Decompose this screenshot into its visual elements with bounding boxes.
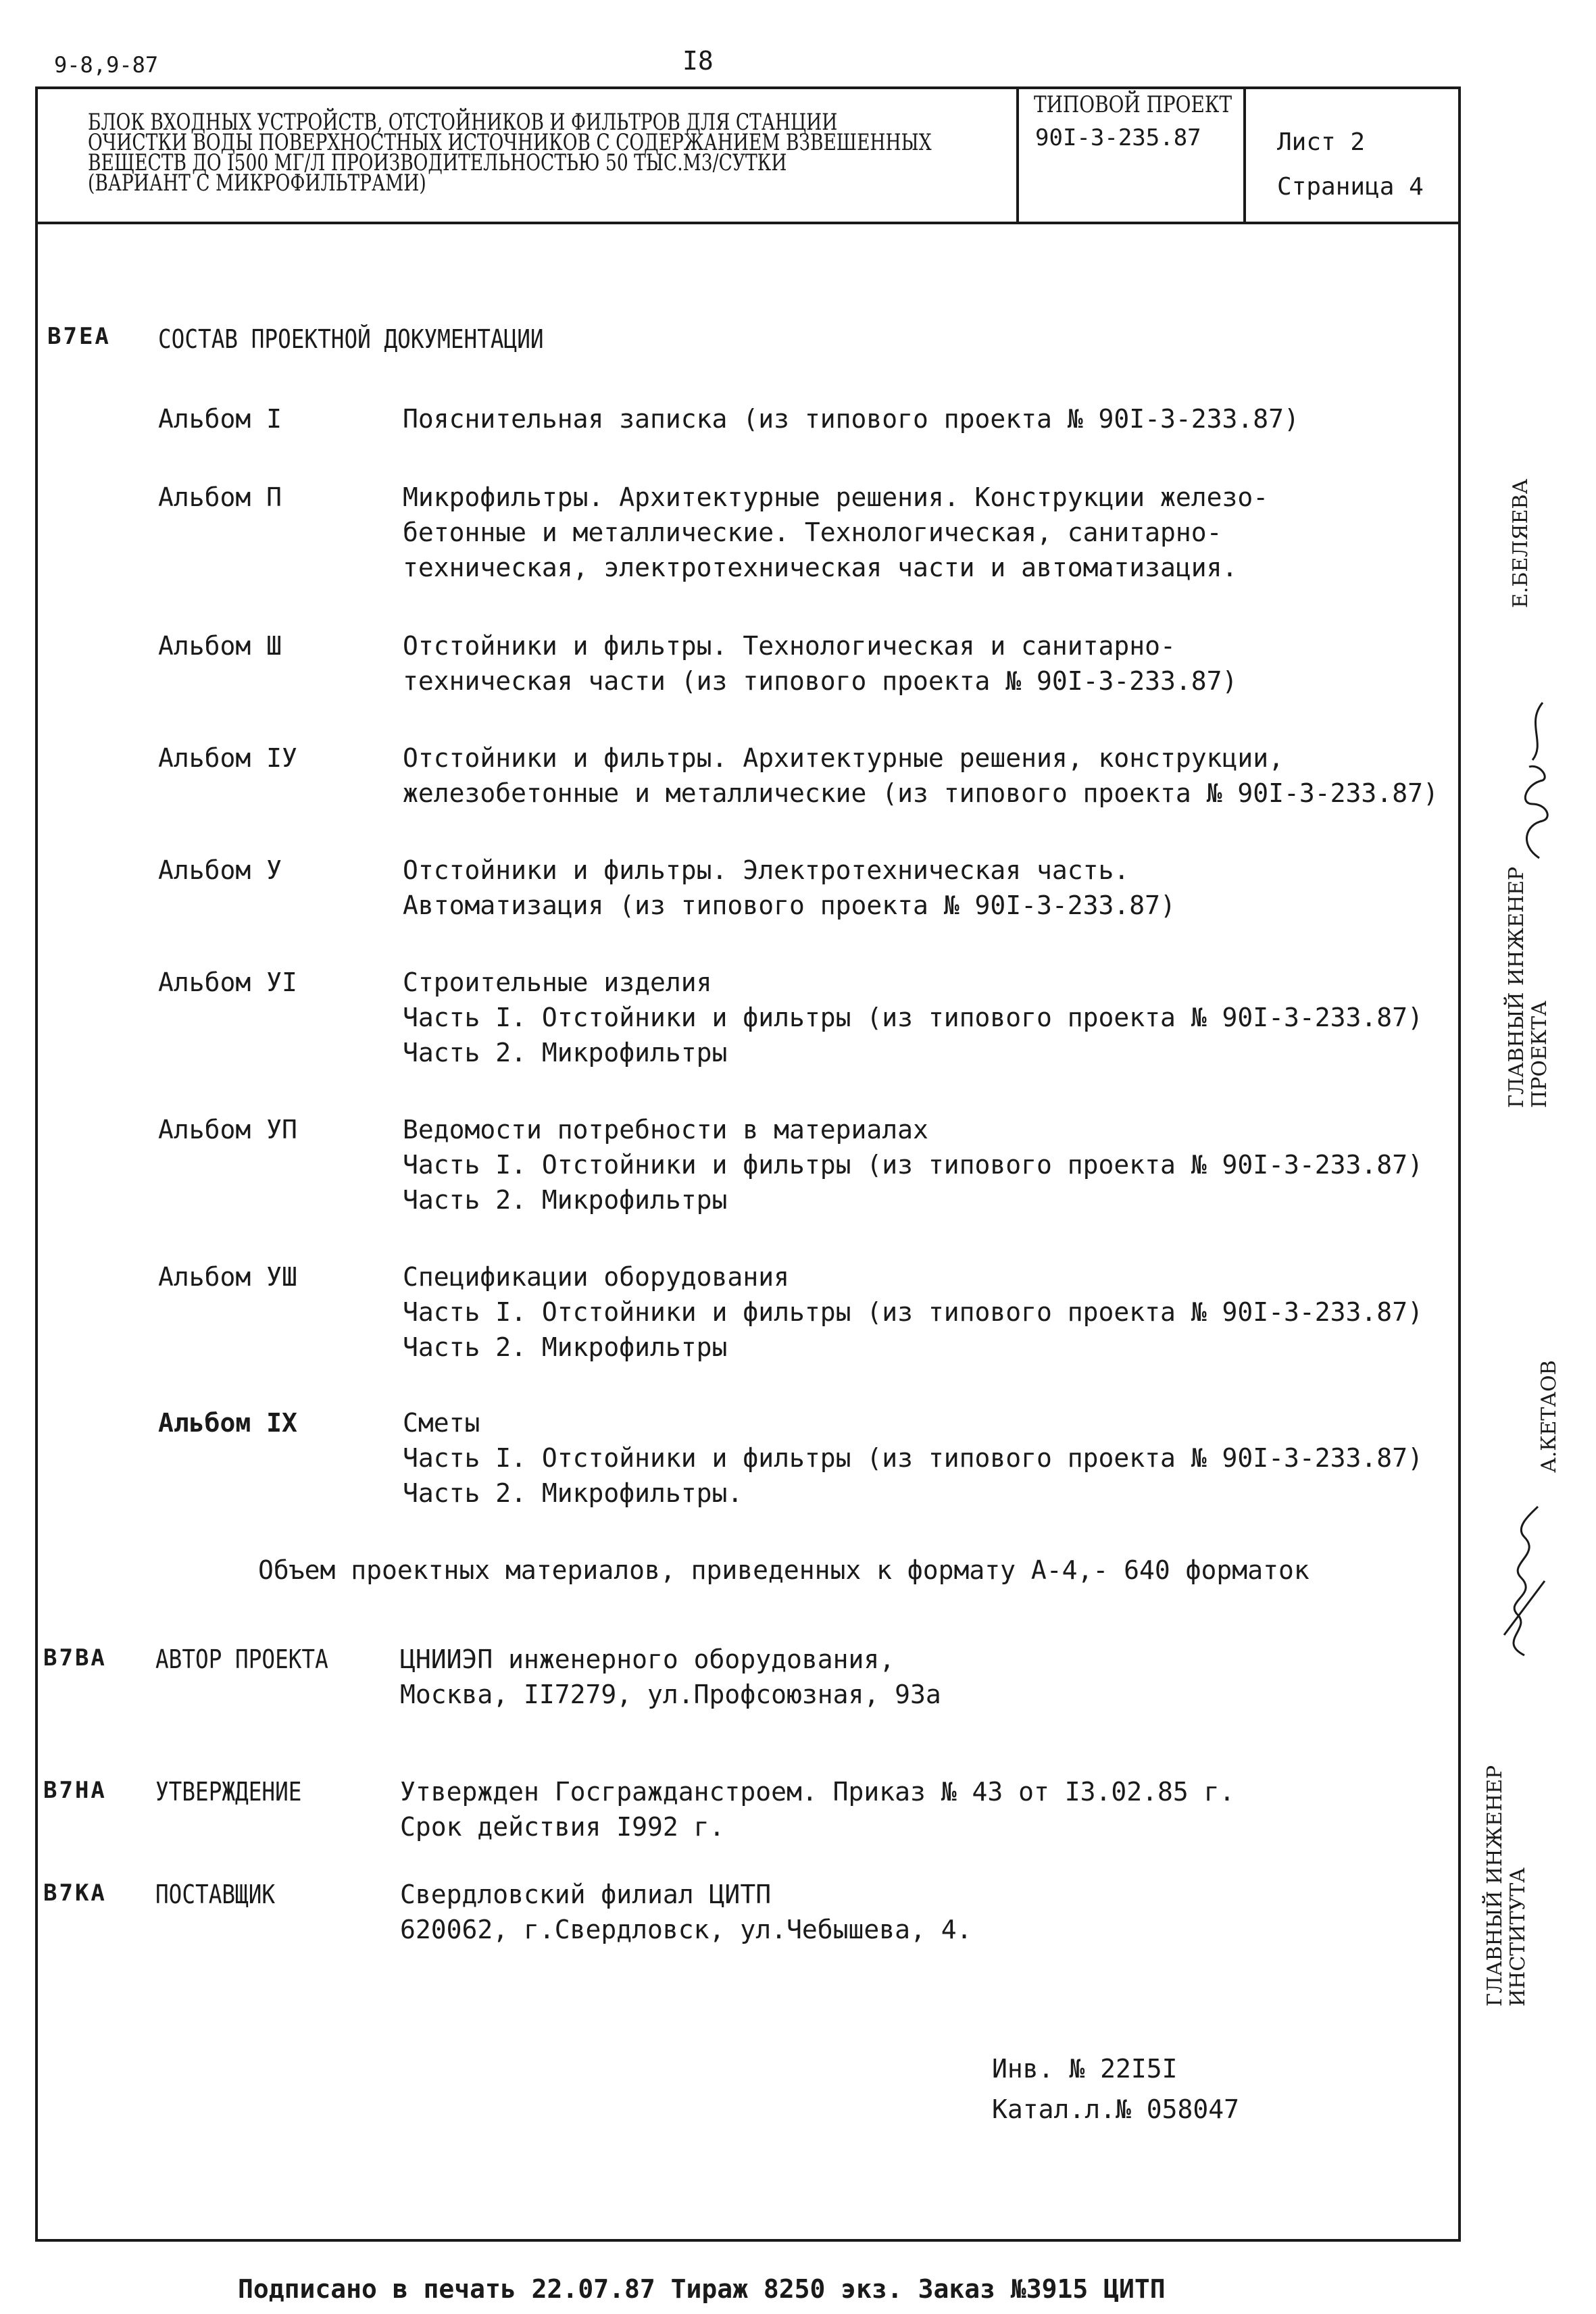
author-details: ЦНИИЭП инженерного оборудования, Москва, II7279, ул.Профсоюзная, 93а <box>400 1644 941 1709</box>
side-name-1: Е.БЕЛЯЕВА <box>1509 478 1532 608</box>
document-code: 9-8,9-87 <box>54 52 159 78</box>
section-code: В7ЕА <box>47 323 111 350</box>
album-description: Отстойники и фильтры. Архитектурные решения, конструкции, железобетонные и металлические (из типового проекта № 90I-3-233.87) <box>403 743 1439 808</box>
volume-note: Объем проектных материалов, приведенных к формату А-4,- 640 форматок <box>258 1555 1310 1585</box>
album-description: Спецификации оборудования Часть I. Отстойники и фильтры (из типового проекта № 90I-3-233.87) Часть 2. Микрофильтры <box>403 1262 1423 1362</box>
album-label: Альбом IX <box>158 1408 297 1438</box>
album-label: Альбом IУ <box>158 743 297 773</box>
album-description: Сметы Часть I. Отстойники и фильтры (из типового проекта № 90I-3-233.87) Часть 2. Микрофильтры. <box>403 1408 1423 1508</box>
album-description: Отстойники и фильтры. Электротехническая часть. Автоматизация (из типового проекта № 90I-3-233.87) <box>403 855 1176 920</box>
page-number: I8 <box>682 46 714 76</box>
approval-details: Утвержден Госгражданстроем. Приказ № 43 от I3.02.85 г. Срок действия I992 г. <box>400 1777 1235 1842</box>
supplier-label: ПОСТАВЩИК <box>155 1880 276 1909</box>
side-chief-institute-engineer: ГЛАВНЫЙ ИНЖЕНЕР ИНСТИТУТА <box>1483 1765 1530 2007</box>
project-label: ТИПОВОЙ ПРОЕКТ <box>1034 91 1232 118</box>
album-description: Отстойники и фильтры. Технологическая и санитарно- техническая части (из типового проекта № 90I-3-233.87) <box>403 631 1238 696</box>
supplier-details: Свердловский филиал ЦИТП 620062, г.Свердловск, ул.Чебышева, 4. <box>400 1880 972 1944</box>
sheet-number: Лист 2 <box>1277 128 1366 156</box>
inventory-number: Инв. № 22I5I <box>992 2054 1178 2084</box>
album-label: Альбом УШ <box>158 1262 297 1292</box>
page-label: Страница 4 <box>1277 173 1424 201</box>
title-line: БЛОК ВХОДНЫХ УСТРОЙСТВ, ОТСТОЙНИКОВ И ФИЛЬТРОВ ДЛЯ СТАНЦИИ <box>88 109 838 136</box>
document-title <box>88 109 1170 197</box>
title-line: ОЧИСТКИ ВОДЫ ПОВЕРХНОСТНЫХ ИСТОЧНИКОВ С СОДЕРЖАНИЕМ ВЗВЕШЕННЫХ <box>88 129 932 156</box>
author-code: В7ВА <box>43 1644 107 1671</box>
album-description: Ведомости потребности в материалах Часть I. Отстойники и фильтры (из типового проекта № 90I-3-233.87) Часть 2. Микрофильтры <box>403 1115 1423 1215</box>
signature-2 <box>1484 1500 1558 1662</box>
album-label: Альбом У <box>158 855 282 885</box>
approval-label: УТВЕРЖДЕНИЕ <box>155 1777 302 1807</box>
supplier-code: В7КА <box>43 1880 107 1907</box>
section-heading: СОСТАВ ПРОЕКТНОЙ ДОКУМЕНТАЦИИ <box>158 324 544 354</box>
album-description: Пояснительная записка (из типового проекта № 90I-3-233.87) <box>403 404 1299 434</box>
title-line: (ВАРИАНТ С МИКРОФИЛЬТРАМИ) <box>88 170 426 197</box>
footer-print-info: Подписано в печать 22.07.87 Тираж 8250 экз. Заказ №3915 ЦИТП <box>238 2274 1166 2304</box>
side-name-2: А.КЕТАОВ <box>1537 1360 1561 1473</box>
side-chief-project-engineer: ГЛАВНЫЙ ИНЖЕНЕР ПРОЕКТА <box>1505 866 1551 1108</box>
album-description: Микрофильтры. Архитектурные решения. Конструкции железо- бетонные и металлические. Технологическая, санитарно- техническая, электротехническая части и автоматизация. <box>403 482 1269 582</box>
approval-code: В7НА <box>43 1777 107 1804</box>
signature-1 <box>1512 696 1560 865</box>
album-label: Альбом Ш <box>158 631 282 661</box>
header-divider <box>35 222 1461 224</box>
album-label: Альбом УI <box>158 967 297 997</box>
album-label: Альбом УП <box>158 1115 297 1145</box>
title-line: ВЕЩЕСТВ ДО I500 МГ/Л ПРОИЗВОДИТЕЛЬНОСТЬЮ 50 ТЫС.М3/СУТКИ <box>88 149 787 176</box>
album-label: Альбом I <box>158 404 282 434</box>
album-label: Альбом П <box>158 482 282 512</box>
catalog-number: Катал.л.№ 058047 <box>992 2094 1240 2124</box>
author-label: АВТОР ПРОЕКТА <box>155 1644 328 1674</box>
album-description: Строительные изделия Часть I. Отстойники и фильтры (из типового проекта № 90I-3-233.87) Часть 2. Микрофильтры <box>403 967 1423 1067</box>
project-number: 90I-3-235.87 <box>1035 124 1201 151</box>
